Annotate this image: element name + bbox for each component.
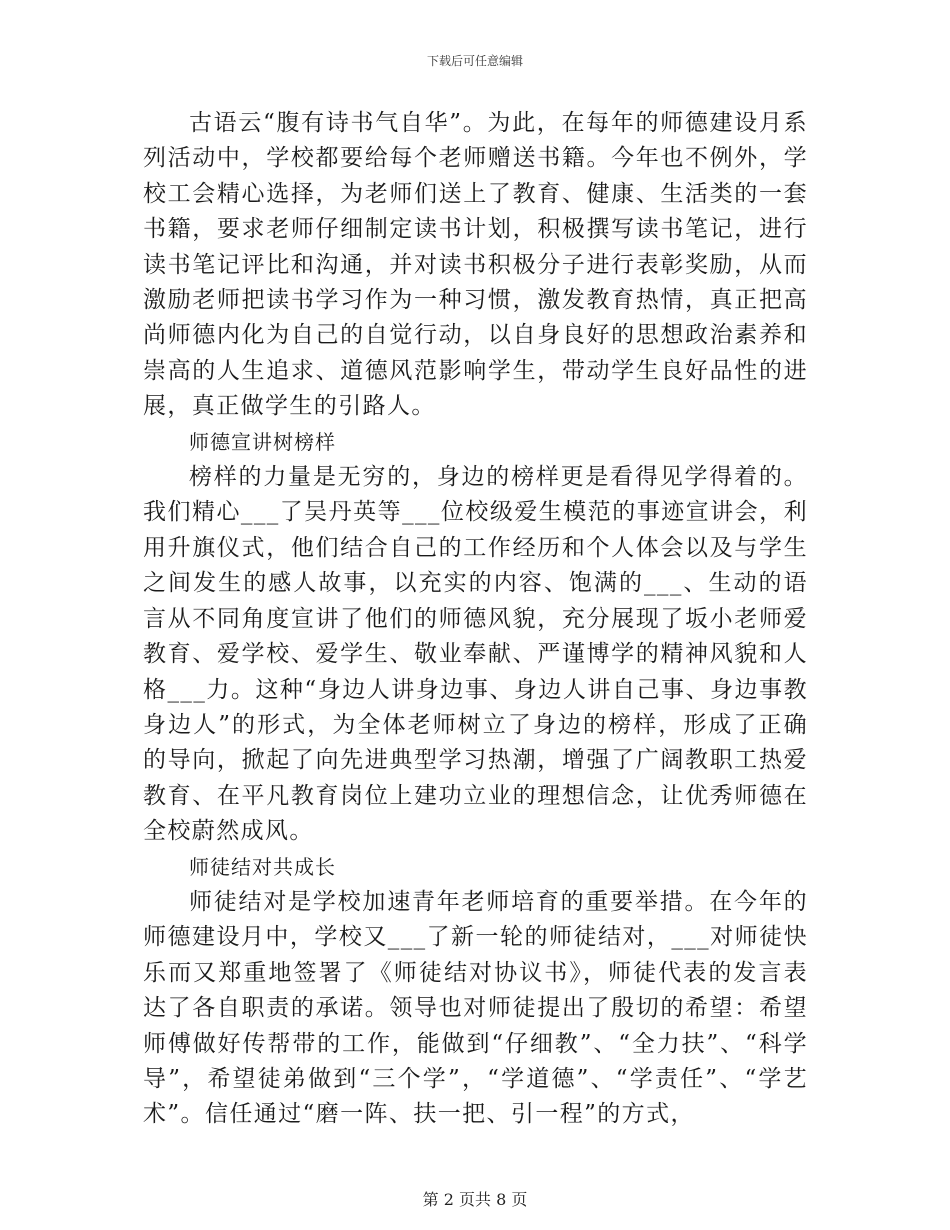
page-header: 下载后可任意编辑 [426,54,523,68]
paragraph-role-models: 榜样的力量是无穷的，身边的榜样更是看得见学得着的。我们精心___了吴丹英等___位校级爱生模范的事迹宣讲会，利用升旗仪式，他们结合自己的工作经历和个人体会以及与学生之间发生的感人故事，以充实的内容、饱满的___、生动的语言从不同角度宣讲了他们的师德风貌，充分展现了坂小老师爱教育、爱学校、爱学生、敬业奉献、严谨博学的精神风貌和人格___力。这种“身边人讲身边事、身边人讲自己事、身边事教身边人”的形式，为全体老师树立了身边的榜样，形成了正确的导向，掀起了向先进典型学习热潮，增强了广阔教职工热爱教育、在平凡教育岗位上建功立业的理想信念，让优秀师德在全校蔚然成风。 [143,464,808,845]
page-footer: 第 2 页共 8 页 [422,1190,528,1209]
document-body [143,106,808,1133]
section-heading-mentorship: 师徒结对共成长 [189,854,336,879]
paragraph-reading: 古语云“腹有诗书气自华”。为此，在每年的师德建设月系列活动中，学校都要给每个老师赠送书籍。今年也不例外，学校工会精心选择，为老师们送上了教育、健康、生活类的一套书籍，要求老师仔细制定读书计划，积极撰写读书笔记，进行读书笔记评比和沟通，并对读书积极分子进行表彰奖励，从而激励老师把读书学习作为一种习惯，激发教育热情，真正把高尚师德内化为自己的自觉行动，以自身良好的思想政治素养和崇高的人生追求、道德风范影响学生，带动学生良好品性的进展，真正做学生的引路人。 [143,110,808,420]
paragraph-mentorship: 师徒结对是学校加速青年老师培育的重要举措。在今年的师德建设月中，学校又___了新一轮的师徒结对，___对师徒快乐而又郑重地签署了《师徒结对协议书》，师徒代表的发言表达了各自职责的承诺。领导也对师徒提出了殷切的希望：希望师傅做好传帮带的工作，能做到“仔细教”、“全力扶”、“科学导”，希望徒弟做到“三个学”，“学道德”、“学责任”、“学艺术”。信任通过“磨一阵、扶一把、引一程”的方式， [143,888,808,1128]
section-heading-role-models: 师德宣讲树榜样 [189,429,336,454]
